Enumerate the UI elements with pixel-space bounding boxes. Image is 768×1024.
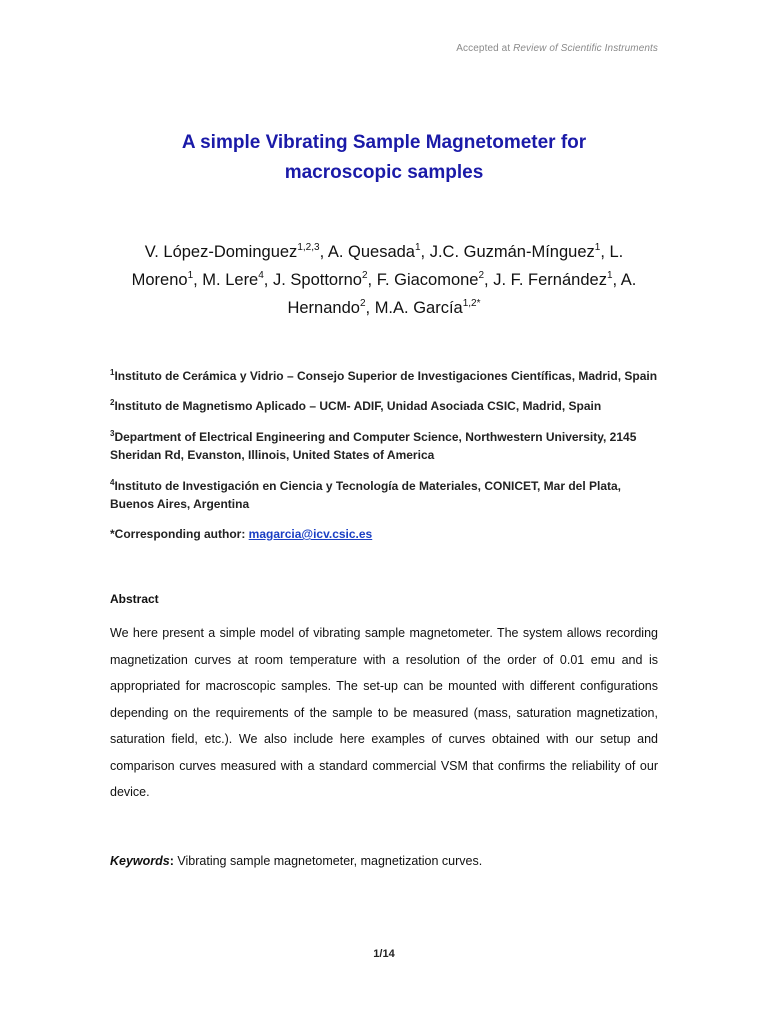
abstract-heading: Abstract	[110, 592, 159, 606]
acceptance-prefix: Accepted at	[456, 43, 514, 54]
title-line-1: A simple Vibrating Sample Magnetometer for	[181, 132, 587, 153]
acceptance-note	[456, 43, 658, 54]
corresponding-email-link[interactable]: magarcia@icv.csic.es	[248, 527, 373, 541]
author: M. Lere$^4$,	[202, 270, 273, 289]
corresponding-label: *Corresponding author:	[110, 527, 249, 541]
keywords-colon: :	[169, 854, 178, 868]
author: J. Spottorno$^2$,	[272, 270, 377, 289]
author: V. López-Dominguez$^{1,2,3}$,	[144, 242, 328, 261]
author: A. Quesada$^1$,	[327, 242, 430, 261]
author: M.A. García$^{1,2*}$	[374, 298, 481, 317]
corresponding-author	[110, 527, 372, 541]
keywords-label: Keywords	[110, 854, 170, 868]
author-list	[110, 238, 658, 322]
affiliation-4: $^4$Instituto de Investigación en Ciencia y Tecnología de Materiales, CONICET, Mar del Plata, Buenos Aires, Argentina	[110, 478, 622, 511]
page-number: 1/14	[373, 948, 395, 960]
keywords	[110, 854, 658, 868]
abstract-body: We here present a simple model of vibrating sample magnetometer. The system allows recording magnetization curves at room temperature with a resolution of the order of 0.01 emu and is appropriated for macroscopic samples. The set-up can be mounted with different configurations depending on the requirements of the sample to be measured (mass, saturation magnetization, saturation field, etc.). We also include here examples of curves obtained with our setup and comparison curves measured with a standard commercial VSM that confirms the reliability of our device.	[110, 626, 658, 799]
affiliation-3: $^3$Department of Electrical Engineering and Computer Science, Northwestern University, 2145 Sheridan Rd, Evanston, Illinois, United States of America	[110, 429, 637, 462]
author: J. F. Fernández$^1$,	[493, 270, 621, 289]
journal-name: Review of Scientific Instruments	[513, 43, 658, 54]
affiliation-1: $^1$Instituto de Cerámica y Vidrio – Consejo Superior de Investigaciones Científicas, Madrid, Spain	[110, 368, 658, 383]
paper-title	[110, 128, 658, 188]
author: A. Hernando$^2$,	[287, 271, 637, 317]
affiliation-2: $^2$Instituto de Magnetismo Aplicado – UCM- ADIF, Unidad Asociada CSIC, Madrid, Spain	[110, 398, 602, 413]
author: F. Giacomone$^2$,	[376, 270, 494, 289]
title-line-2: macroscopic samples	[284, 162, 484, 183]
author: L. Moreno$^1$,	[131, 243, 624, 289]
author: J.C. Guzmán-Mínguez$^1$,	[429, 242, 610, 261]
keywords-text: Vibrating sample magnetometer, magnetization curves.	[177, 854, 483, 868]
